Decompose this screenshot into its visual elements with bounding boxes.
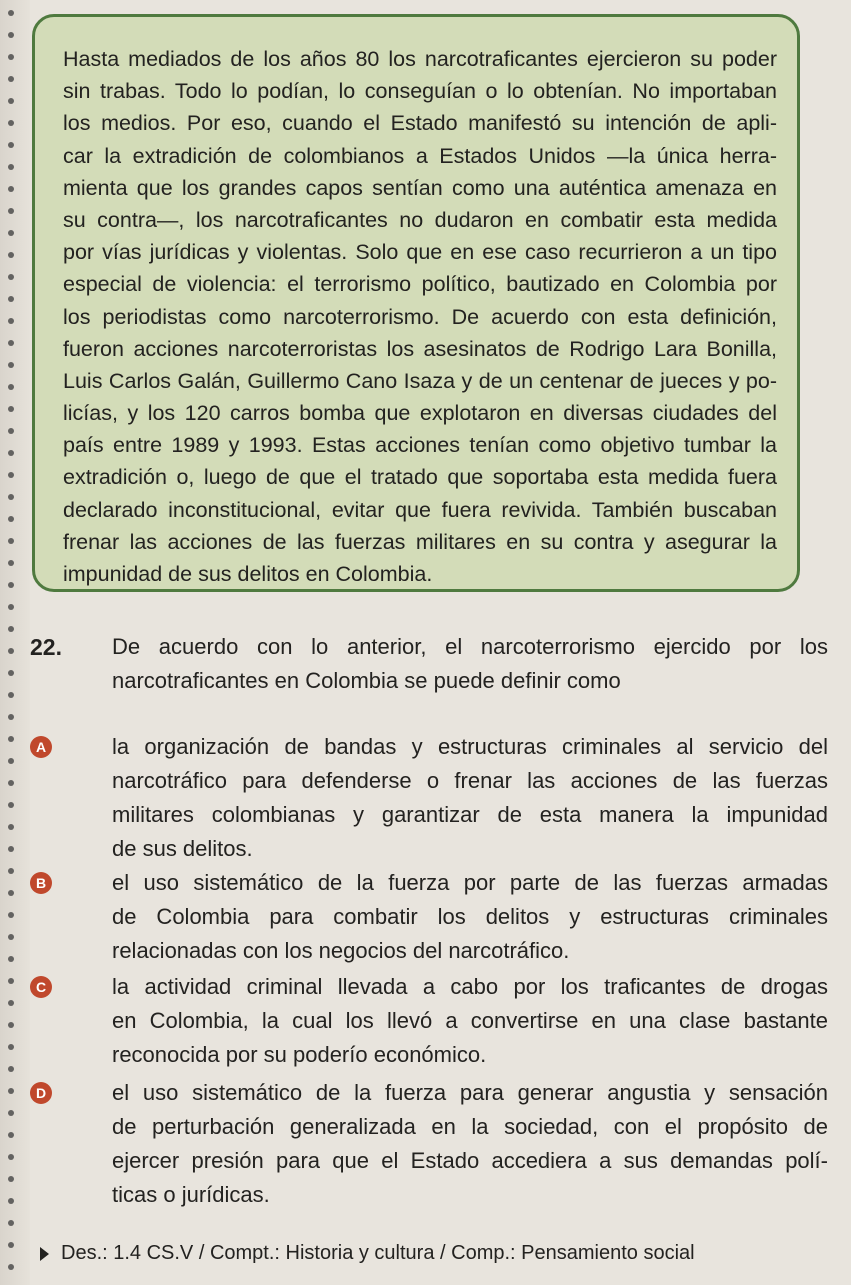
- binding-hole: [8, 736, 14, 742]
- option-a-letter-badge: A: [30, 736, 52, 758]
- passage-line: por vías jurídicas y violentas. Solo que en ese caso recurrieron a un tipo: [63, 240, 777, 265]
- binding-hole: [8, 692, 14, 698]
- binding-hole: [8, 1044, 14, 1050]
- binding-hole: [8, 582, 14, 588]
- binding-hole: [8, 450, 14, 456]
- binding-hole: [8, 428, 14, 434]
- passage-line: declarado inconstitucional, evitar que fuera revivida. También buscaban: [63, 497, 777, 522]
- binding-hole: [8, 626, 14, 632]
- binding-hole: [8, 340, 14, 346]
- binding-hole: [8, 362, 14, 368]
- binding-hole: [8, 296, 14, 302]
- passage-line: especial de violencia: el terrorismo político, bautizado en Colombia por: [63, 272, 777, 297]
- option-d-text-line: ejercer presión para que el Estado accediera a sus demandas polí-: [112, 1148, 828, 1173]
- question-stem-line: De acuerdo con lo anterior, el narcoterrorismo ejercido por los: [112, 634, 828, 659]
- option-b-letter-badge: B: [30, 872, 52, 894]
- binding-hole: [8, 208, 14, 214]
- binding-hole: [8, 1066, 14, 1072]
- option-a-text-line: de sus delitos.: [112, 836, 253, 861]
- binding-hole: [8, 758, 14, 764]
- binding-hole: [8, 1264, 14, 1270]
- binding-hole: [8, 890, 14, 896]
- passage-line: los periodistas como narcoterrorismo. De acuerdo con esta definición,: [63, 304, 777, 329]
- binding-hole: [8, 1132, 14, 1138]
- option-c-text-line: la actividad criminal llevada a cabo por los traficantes de drogas: [112, 974, 828, 999]
- binding-hole: [8, 670, 14, 676]
- triangle-arrow-icon: [40, 1247, 49, 1261]
- option-d-text-line: ticas o jurídicas.: [112, 1182, 270, 1207]
- binding-hole: [8, 164, 14, 170]
- binding-hole: [8, 1242, 14, 1248]
- binding-hole: [8, 516, 14, 522]
- binding-hole: [8, 98, 14, 104]
- binding-hole: [8, 1154, 14, 1160]
- binding-hole: [8, 252, 14, 258]
- passage-line: car la extradición de colombianos a Estados Unidos —la única herra-: [63, 143, 777, 168]
- option-a-text-line: militares colombianas y garantizar de esta manera la impunidad: [112, 802, 828, 827]
- option-b-text-line: el uso sistemático de la fuerza por parte de las fuerzas armadas: [112, 870, 828, 895]
- passage-line: Luis Carlos Galán, Guillermo Cano Isaza y de un centenar de jueces y po-: [63, 368, 777, 393]
- passage-line: impunidad de sus delitos en Colombia.: [63, 562, 433, 586]
- binding-hole: [8, 1198, 14, 1204]
- option-a-text-line: la organización de bandas y estructuras criminales al servicio del: [112, 734, 828, 759]
- competency-footer: [40, 1238, 695, 1268]
- binding-hole: [8, 1220, 14, 1226]
- binding-hole: [8, 230, 14, 236]
- question-number: 22.: [30, 634, 62, 660]
- binding-hole: [8, 76, 14, 82]
- binding-hole: [8, 384, 14, 390]
- binding-hole: [8, 780, 14, 786]
- binding-hole: [8, 494, 14, 500]
- binding-hole: [8, 1088, 14, 1094]
- binding-hole: [8, 934, 14, 940]
- passage-line: su contra—, los narcotraficantes no dudaron en combatir esta medida: [63, 207, 777, 232]
- option-c-text-line: reconocida por su poderío económico.: [112, 1042, 487, 1067]
- option-b-text-line: de Colombia para combatir los delitos y estructuras criminales: [112, 904, 828, 929]
- binding-hole: [8, 1110, 14, 1116]
- binding-hole: [8, 1176, 14, 1182]
- option-b-text-line: relacionadas con los negocios del narcotráfico.: [112, 938, 570, 963]
- page-binding-edge: [0, 0, 30, 1285]
- binding-hole: [8, 10, 14, 16]
- option-d-letter-badge: D: [30, 1082, 52, 1104]
- passage-line: sin trabas. Todo lo podían, lo conseguían o lo obtenían. No importaban: [63, 79, 777, 104]
- question-stem-line: narcotraficantes en Colombia se puede definir como: [112, 668, 621, 693]
- passage-line: mienta que los grandes capos sentían como una auténtica amenaza en: [63, 175, 777, 200]
- binding-hole: [8, 956, 14, 962]
- passage-line: extradición o, luego de que el tratado que soportaba esta medida fuera: [63, 465, 777, 490]
- binding-hole: [8, 142, 14, 148]
- binding-hole: [8, 32, 14, 38]
- binding-hole: [8, 648, 14, 654]
- option-d-text-line: de perturbación generalizada en la sociedad, con el propósito de: [112, 1114, 828, 1139]
- option-a-text-line: narcotráfico para defenderse o frenar las acciones de las fuerzas: [112, 768, 828, 793]
- passage-line: fueron acciones narcoterroristas los asesinatos de Rodrigo Lara Bonilla,: [63, 336, 777, 361]
- binding-hole: [8, 912, 14, 918]
- passage-line: país entre 1989 y 1993. Estas acciones tenían como objetivo tumbar la: [63, 433, 777, 458]
- binding-hole: [8, 978, 14, 984]
- binding-hole: [8, 472, 14, 478]
- binding-hole: [8, 120, 14, 126]
- passage-line: Hasta mediados de los años 80 los narcotraficantes ejercieron su poder: [63, 47, 777, 71]
- binding-hole: [8, 846, 14, 852]
- reading-passage-box: [32, 14, 800, 592]
- binding-hole: [8, 560, 14, 566]
- passage-line: frenar las acciones de las fuerzas militares en su contra y asegurar la: [63, 529, 777, 554]
- binding-hole: [8, 802, 14, 808]
- option-c-letter-badge: C: [30, 976, 52, 998]
- binding-hole: [8, 274, 14, 280]
- binding-hole: [8, 54, 14, 60]
- passage-line: licías, y los 120 carros bomba que explotaron en diversas ciudades del: [63, 401, 777, 426]
- option-c-text-line: en Colombia, la cual los llevó a convertirse en una clase bastante: [112, 1008, 828, 1033]
- binding-hole: [8, 868, 14, 874]
- binding-hole: [8, 406, 14, 412]
- binding-hole: [8, 1022, 14, 1028]
- binding-hole: [8, 538, 14, 544]
- binding-hole: [8, 714, 14, 720]
- binding-hole: [8, 186, 14, 192]
- binding-hole: [8, 824, 14, 830]
- competency-footer-text: Des.: 1.4 CS.V / Compt.: Historia y cultura / Comp.: Pensamiento social: [61, 1242, 695, 1264]
- binding-hole: [8, 318, 14, 324]
- binding-hole: [8, 1000, 14, 1006]
- passage-line: los medios. Por eso, cuando el Estado manifestó su intención de apli-: [63, 111, 777, 136]
- binding-hole: [8, 604, 14, 610]
- option-d-text-line: el uso sistemático de la fuerza para generar angustia y sensación: [112, 1080, 828, 1105]
